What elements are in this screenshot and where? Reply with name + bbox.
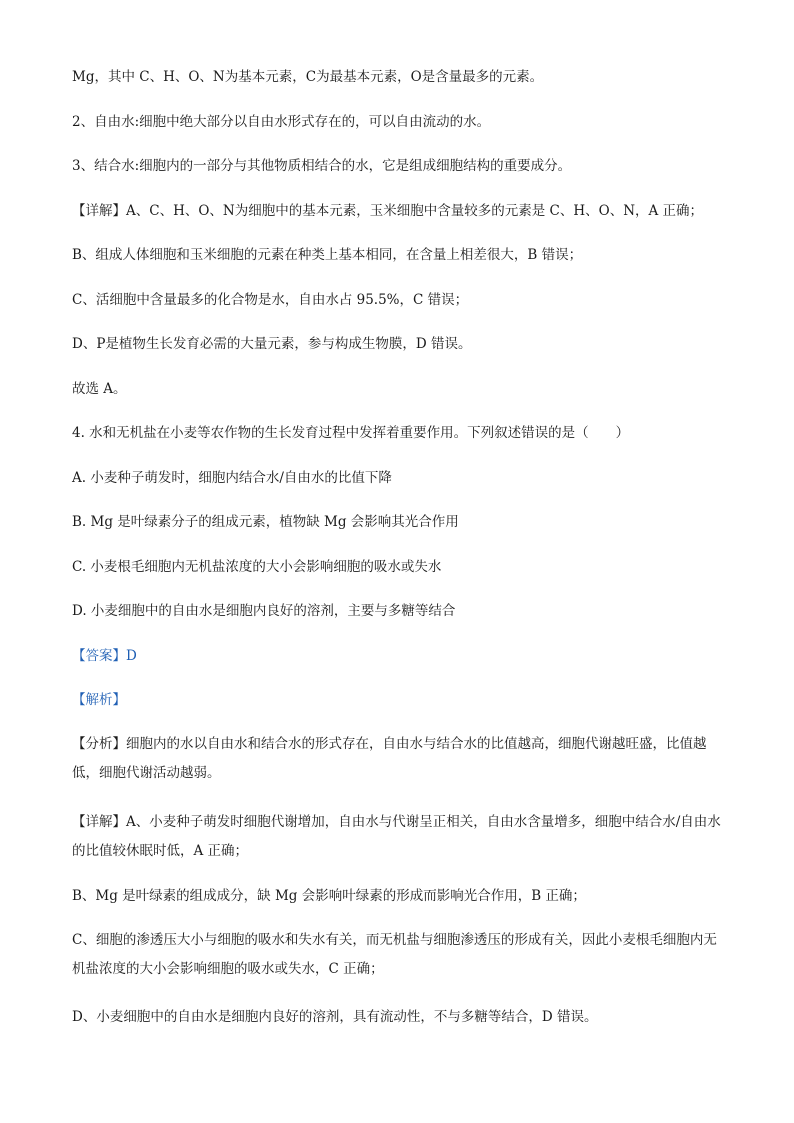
option-d: D. 小麦细胞中的自由水是细胞内良好的溶剂，主要与多糖等结合 xyxy=(72,603,456,619)
paragraph-line-1: Mg，其中 C、H、O、N为基本元素，C为最基本元素，O是含量最多的元素。 xyxy=(72,69,544,85)
paragraph-line-3: 3、结合水:细胞内的一部分与其他物质相结合的水，它是组成细胞结构的重要成分。 xyxy=(72,158,572,174)
paragraph-line-8: 故选 A。 xyxy=(72,381,127,397)
paragraph-line-5: B、组成人体细胞和玉米细胞的元素在种类上基本相同，在含量上相差很大，B 错误； xyxy=(72,247,583,263)
analysis-label: 【解析】 xyxy=(72,692,126,708)
paragraph-line-7: D、P是植物生长发育必需的大量元素，参与构成生物膜，D 错误。 xyxy=(72,336,472,352)
detail-paragraph-b: B、Mg 是叶绿素的组成成分，缺 Mg 会影响叶绿素的形成而影响光合作用，B 正确； xyxy=(72,888,586,904)
option-b: B. Mg 是叶绿素分子的组成元素，植物缺 Mg 会影响其光合作用 xyxy=(72,514,459,530)
detail-paragraph-a: 【详解】A、小麦种子萌发时细胞代谢增加，自由水与代谢呈正相关，自由水含量增多，细胞中结合水/自由水的比值较休眠时低，A 正确； xyxy=(72,814,721,859)
paragraph-line-2: 2、自由水:细胞中绝大部分以自由水形式存在的，可以自由流动的水。 xyxy=(72,114,491,130)
analysis-paragraph: 【分析】细胞内的水以自由水和结合水的形式存在，自由水与结合水的比值越高，细胞代谢越旺盛，比值越低，细胞代谢活动越弱。 xyxy=(72,736,707,781)
paragraph-line-6: C、活细胞中含量最多的化合物是水，自由水占 95.5%，C 错误； xyxy=(72,292,469,308)
paragraph-line-4: 【详解】A、C、H、O、N为细胞中的基本元素，玉米细胞中含量较多的元素是 C、H、O、N，A 正确； xyxy=(72,203,704,219)
detail-paragraph-c: C、细胞的渗透压大小与细胞的吸水和失水有关，而无机盐与细胞渗透压的形成有关，因此小麦根毛细胞内无机盐浓度的大小会影响细胞的吸水或失水，C 正确； xyxy=(72,932,717,977)
detail-paragraph-d: D、小麦细胞中的自由水是细胞内良好的溶剂，具有流动性，不与多糖等结合，D 错误。 xyxy=(72,1009,598,1025)
question-stem: 4. 水和无机盐在小麦等农作物的生长发育过程中发挥着重要作用。下列叙述错误的是（ ） xyxy=(72,425,630,441)
option-a: A. 小麦种子萌发时，细胞内结合水/自由水的比值下降 xyxy=(72,470,392,486)
answer-label: 【答案】D xyxy=(72,648,137,664)
option-c: C. 小麦根毛细胞内无机盐浓度的大小会影响细胞的吸水或失水 xyxy=(72,559,442,575)
